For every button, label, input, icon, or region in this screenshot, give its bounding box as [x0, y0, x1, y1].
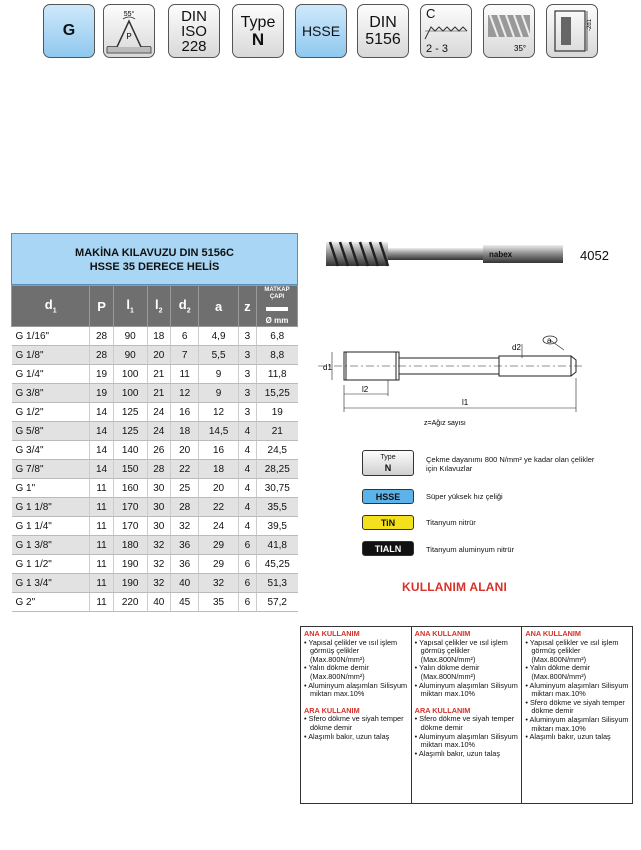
table-cell: G 2"	[12, 593, 90, 612]
table-cell: 21	[147, 365, 170, 384]
table-cell: G 1 3/8"	[12, 536, 90, 555]
din-iso-228-icon	[168, 4, 220, 58]
table-cell: 3	[238, 327, 256, 346]
usage-item: • Sfero dökme ve siyah temper dökme demir	[525, 699, 629, 716]
table-title-line2: HSSE 35 DERECE HELİS	[89, 261, 220, 273]
table-row	[12, 422, 298, 441]
table-cell: 24	[147, 403, 170, 422]
table-cell: 19	[90, 384, 113, 403]
tolerance-svg	[547, 5, 597, 57]
usage-item: • Sfero dökme ve siyah temper dökme demir	[304, 715, 408, 732]
thread-g-icon: G	[43, 4, 95, 58]
table-cell: 19	[257, 403, 298, 422]
legend-hsse-text: Süper yüksek hız çeliği	[426, 492, 503, 501]
table-cell: 30	[147, 498, 170, 517]
col-z: z	[238, 286, 256, 327]
usage-item: • Alaşımlı bakır, uzun talaş	[304, 733, 408, 742]
usage-panel	[300, 626, 633, 804]
table-cell: 6,8	[257, 327, 298, 346]
table-cell: 19	[90, 365, 113, 384]
table-cell: 18	[170, 422, 199, 441]
thread-profile-icon	[103, 4, 155, 58]
table-title-line1: MAKİNA KILAVUZU DIN 5156C	[75, 247, 234, 259]
col-d2: $d_2$	[170, 286, 199, 327]
table-cell: 24	[199, 517, 238, 536]
table-row	[12, 460, 298, 479]
col-d1: $d_1$	[12, 286, 90, 327]
table-cell: G 1 1/4"	[12, 517, 90, 536]
din5156-line2: 5156	[365, 31, 401, 48]
legend-type-label: Type	[380, 454, 396, 461]
type-label: Type	[240, 14, 276, 31]
table-row	[12, 441, 298, 460]
table-row	[12, 555, 298, 574]
usage-item: • Yapısal çelikler ve ısıl işlem görmüş çelikler (Max.800N/mm²)	[415, 639, 519, 665]
table-cell: 28	[147, 460, 170, 479]
table-cell: G 3/4"	[12, 441, 90, 460]
table-cell: 4,9	[199, 327, 238, 346]
helix-icon	[483, 4, 535, 58]
din-iso-line3: 228	[181, 37, 207, 55]
table-cell: 8,8	[257, 346, 298, 365]
table-cell: 16	[170, 403, 199, 422]
table-cell: 3	[238, 346, 256, 365]
table-cell: 3	[238, 365, 256, 384]
table-cell: 6	[170, 327, 199, 346]
table-cell: 32	[147, 555, 170, 574]
col-a: a	[199, 286, 238, 327]
table-cell: 6	[238, 574, 256, 593]
drawing-caption: z=Ağız sayısı	[424, 420, 466, 427]
usage-title: KULLANIM ALANI	[402, 580, 508, 594]
col-l1: $l_1$	[113, 286, 147, 327]
helix-angle-label: 35°	[514, 44, 527, 53]
table-cell: 11	[90, 574, 113, 593]
table-cell: 4	[238, 460, 256, 479]
table-cell: 220	[113, 593, 147, 612]
table-cell: 35	[199, 593, 238, 612]
dim-l1: l1	[462, 398, 469, 407]
table-cell: 14	[90, 403, 113, 422]
table-cell: 4	[238, 422, 256, 441]
table-cell: 11	[90, 498, 113, 517]
table-body	[12, 327, 298, 612]
drill-header-unit: Ø mm	[265, 316, 289, 325]
table-cell: 30,75	[257, 479, 298, 498]
chamfer-range: 2 - 3	[426, 43, 449, 55]
table-row	[12, 327, 298, 346]
legend-tialn-badge: TIALN	[362, 541, 414, 556]
table-cell: G 5/8"	[12, 422, 90, 441]
hsse-label: HSSE	[301, 23, 341, 39]
legend-type-n-badge	[362, 450, 414, 476]
table-cell: 11	[90, 517, 113, 536]
table-cell: 11	[170, 365, 199, 384]
table-cell: 170	[113, 498, 147, 517]
table-cell: 45	[170, 593, 199, 612]
table-cell: 11,8	[257, 365, 298, 384]
usage-col1-main-heading: ANA KULLANIM	[304, 629, 360, 638]
dim-d1: d1	[323, 363, 332, 372]
table-cell: 21	[257, 422, 298, 441]
usage-item: • Aluminyum alaşımları Silisyum miktarı max.10%	[415, 733, 519, 750]
table-cell: 6	[238, 555, 256, 574]
table-cell: 30	[147, 479, 170, 498]
table-cell: 160	[113, 479, 147, 498]
table-cell: 24	[147, 422, 170, 441]
table-cell: 4	[238, 517, 256, 536]
table-cell: 41,8	[257, 536, 298, 555]
table-cell: 22	[170, 460, 199, 479]
thread-angle-label: 55°	[123, 11, 135, 18]
din-iso-line2: ISO	[181, 22, 207, 40]
thread-profile-svg	[105, 7, 153, 55]
helix-svg	[484, 5, 534, 57]
dim-l2: l2	[362, 385, 369, 394]
table-cell: 140	[113, 441, 147, 460]
usage-col2-main-heading: ANA KULLANIM	[414, 629, 471, 638]
table-cell: 40	[147, 593, 170, 612]
table-cell: 180	[113, 536, 147, 555]
table-cell: 39,5	[257, 517, 298, 536]
table-cell: 125	[113, 422, 147, 441]
table-cell: 14,5	[199, 422, 238, 441]
thread-pitch-label: P	[126, 32, 132, 41]
table-cell: 20	[147, 346, 170, 365]
table-cell: 45,25	[257, 555, 298, 574]
table-cell: 28	[170, 498, 199, 517]
din5156-line1: DIN	[369, 14, 397, 31]
table-cell: 90	[113, 327, 147, 346]
table-cell: 150	[113, 460, 147, 479]
table-cell: 57,2	[257, 593, 298, 612]
table-cell: G 1/2"	[12, 403, 90, 422]
legend-type-text: Çekme dayanımı 800 N/mm² ye kadar olan çelikler için Kılavuzlar	[426, 455, 595, 473]
table-cell: 32	[199, 574, 238, 593]
table-cell: 190	[113, 555, 147, 574]
table-cell: 12	[199, 403, 238, 422]
table-cell: 90	[113, 346, 147, 365]
table-cell: 9	[199, 384, 238, 403]
table-cell: 28,25	[257, 460, 298, 479]
table-cell: 11	[90, 593, 113, 612]
table-cell: G 1/8"	[12, 346, 90, 365]
type-n-icon	[232, 4, 284, 58]
tolerance-icon	[546, 4, 598, 58]
table-cell: 3	[238, 384, 256, 403]
table-cell: 18	[199, 460, 238, 479]
chamfer-icon	[420, 4, 472, 58]
table-cell: 11	[90, 536, 113, 555]
table-cell: 100	[113, 384, 147, 403]
din-5156-icon	[357, 4, 409, 58]
usage-column-3	[522, 627, 632, 803]
table-cell: 30	[147, 517, 170, 536]
table-cell: 21	[147, 384, 170, 403]
col-drill	[257, 286, 298, 327]
table-row	[12, 574, 298, 593]
legend-tin-badge: TiN	[362, 515, 414, 530]
table-cell: 7	[170, 346, 199, 365]
type-value: N	[251, 30, 265, 49]
table-cell: G 1"	[12, 479, 90, 498]
usage-item: • Yalın dökme demir (Max.800N/mm²)	[304, 664, 408, 681]
usage-column-2	[412, 627, 523, 803]
table-cell: 4	[238, 498, 256, 517]
dim-d2: d2	[512, 343, 521, 352]
din-iso-line1: DIN	[181, 7, 207, 25]
table-cell: 14	[90, 441, 113, 460]
table-cell: G 1 1/2"	[12, 555, 90, 574]
table-cell: 15,25	[257, 384, 298, 403]
table-row	[12, 536, 298, 555]
table-cell: 28	[90, 346, 113, 365]
usage-item: • Yapısal çelikler ve ısıl işlem görmüş çelikler (Max.800N/mm²)	[304, 639, 408, 665]
table-cell: 4	[238, 479, 256, 498]
table-cell: 29	[199, 555, 238, 574]
usage-col2-sec-heading: ARA KULLANIM	[414, 705, 471, 715]
usage-item: • Yalın dökme demir (Max.800N/mm²)	[525, 664, 629, 681]
table-row	[12, 365, 298, 384]
table-cell: 16	[199, 441, 238, 460]
table-row	[12, 346, 298, 365]
legend-tin-text: Titanyum nitrür	[426, 518, 476, 527]
table-cell: 6	[238, 593, 256, 612]
usage-item: • Aluminyum alaşımları Silisyum miktarı max.10%	[304, 682, 408, 699]
usage-column-1	[301, 627, 412, 803]
table-cell: 14	[90, 460, 113, 479]
table-row	[12, 498, 298, 517]
table-cell: 51,3	[257, 574, 298, 593]
brand-label: nabex	[489, 250, 513, 259]
col-p: P	[90, 286, 113, 327]
table-cell: 9	[199, 365, 238, 384]
usage-item: • Aluminyum alaşımları Silisyum miktarı max.10%	[525, 682, 629, 699]
tap-photo	[326, 236, 566, 272]
table-cell: G 1/4"	[12, 365, 90, 384]
table-cell: 11	[90, 479, 113, 498]
table-cell: 190	[113, 574, 147, 593]
table-cell: 20	[199, 479, 238, 498]
table-cell: 125	[113, 403, 147, 422]
hsse-icon	[295, 4, 347, 58]
usage-item: • Alaşımlı bakır, uzun talaş	[415, 750, 519, 759]
table-cell: 32	[147, 574, 170, 593]
legend-tialn-text: Titanyum aluminyum nitrür	[426, 545, 515, 554]
table-cell: 29	[199, 536, 238, 555]
table-cell: 100	[113, 365, 147, 384]
table-cell: 12	[170, 384, 199, 403]
chamfer-letter: C	[426, 6, 436, 21]
table-cell: 25	[170, 479, 199, 498]
usage-item: • Alaşımlı bakır, uzun talaş	[525, 733, 629, 742]
table-cell: 26	[147, 441, 170, 460]
table-cell: 3	[238, 403, 256, 422]
usage-item: • Sfero dökme ve siyah temper dökme demir	[415, 715, 519, 732]
chamfer-teeth-svg	[421, 21, 471, 41]
spec-table	[11, 285, 298, 612]
table-row	[12, 479, 298, 498]
dim-a: a	[547, 336, 552, 345]
usage-item: • Yapısal çelikler ve ısıl işlem görmüş çelikler (Max.800N/mm²)	[525, 639, 629, 665]
table-row	[12, 517, 298, 536]
table-cell: G 1 1/8"	[12, 498, 90, 517]
tolerance-label: -2d1	[587, 18, 593, 31]
table-cell: 28	[90, 327, 113, 346]
table-row	[12, 593, 298, 612]
drill-icon	[264, 305, 290, 313]
table-row	[12, 384, 298, 403]
product-code: 4052	[580, 248, 609, 263]
table-cell: 14	[90, 422, 113, 441]
table-cell: G 7/8"	[12, 460, 90, 479]
usage-item: • Yalın dökme demir (Max.800N/mm²)	[415, 664, 519, 681]
table-cell: 32	[147, 536, 170, 555]
tap-drawing	[318, 330, 588, 430]
table-cell: 36	[170, 555, 199, 574]
table-header-row	[12, 286, 298, 327]
table-cell: G 3/8"	[12, 384, 90, 403]
drill-header-label: MATKAP ÇAPI	[264, 287, 290, 300]
table-cell: 5,5	[199, 346, 238, 365]
table-cell: G 1 3/4"	[12, 574, 90, 593]
table-cell: G 1/16"	[12, 327, 90, 346]
table-cell: 11	[90, 555, 113, 574]
table-cell: 170	[113, 517, 147, 536]
table-cell: 18	[147, 327, 170, 346]
table-cell: 22	[199, 498, 238, 517]
table-row	[12, 403, 298, 422]
table-cell: 24,5	[257, 441, 298, 460]
usage-item: • Aluminyum alaşımları Silisyum miktarı max.10%	[415, 682, 519, 699]
usage-col1-sec-heading: ARA KULLANIM	[304, 705, 360, 715]
table-cell: 35,5	[257, 498, 298, 517]
usage-item: • Aluminyum alaşımları Silisyum miktarı max.10%	[525, 716, 629, 733]
usage-col3-main-heading: ANA KULLANIM	[525, 629, 582, 638]
table-title	[11, 233, 298, 285]
table-cell: 40	[170, 574, 199, 593]
legend-type-value: N	[384, 463, 392, 473]
table-cell: 6	[238, 536, 256, 555]
table-cell: 20	[170, 441, 199, 460]
legend-hsse-badge: HSSE	[362, 489, 414, 504]
col-l2: $l_2$	[147, 286, 170, 327]
table-cell: 36	[170, 536, 199, 555]
table-cell: 32	[170, 517, 199, 536]
table-cell: 4	[238, 441, 256, 460]
